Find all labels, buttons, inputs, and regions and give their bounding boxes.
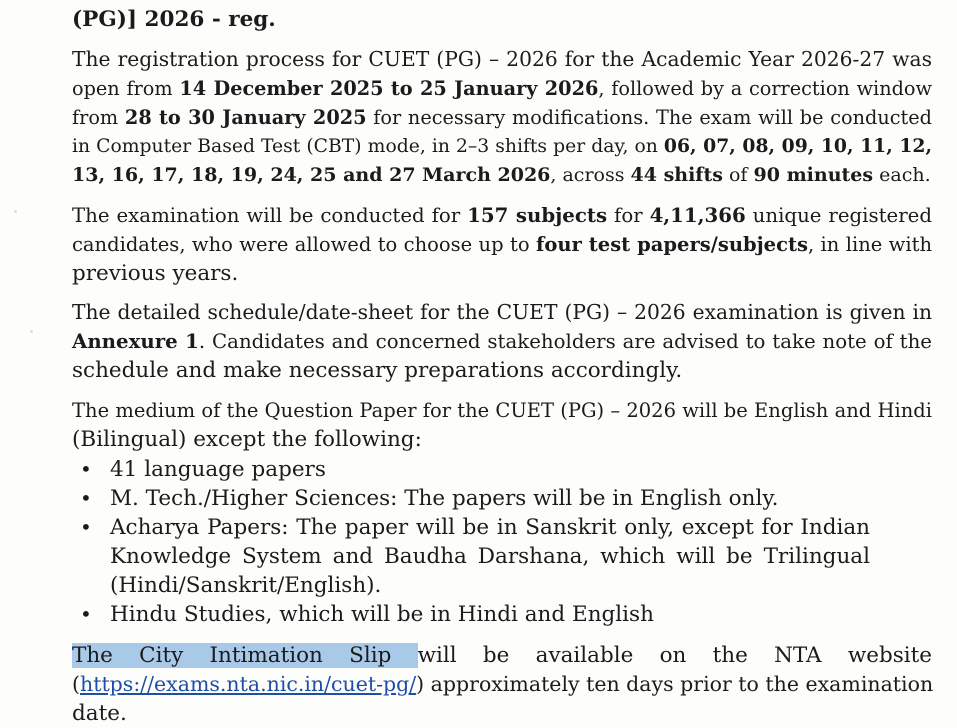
bullet-hindu-studies: Hindu Studies, which will be in Hindi and English [110, 602, 654, 627]
para1-line3: from 28 to 30 January 2025 for necessary modifications. The exam will be conducted [72, 106, 932, 129]
document-heading-fragment: (PG)] 2026 - reg. [72, 7, 276, 32]
scan-speck [30, 330, 33, 333]
para3-line3: schedule and make necessary preparations accordingly. [72, 358, 683, 383]
bullet-mtech: M. Tech./Higher Sciences: The papers will be in English only. [110, 486, 779, 511]
para2-line2: candidates, who were allowed to choose up to four test papers/subjects, in line with [72, 233, 932, 256]
bullet-acharya-line3: (Hindi/Sanskrit/English). [110, 573, 382, 598]
para3-line1: The detailed schedule/date-sheet for the CUET (PG) – 2026 examination is given in [72, 300, 932, 324]
para5-line2: (https://exams.nta.nic.in/cuet-pg/) approximately ten days prior to the examination [72, 672, 934, 696]
bullet-dot: • [80, 602, 92, 626]
para1-line1: The registration process for CUET (PG) – 2026 for the Academic Year 2026-27 was [72, 47, 932, 71]
para5-line3: date. [72, 701, 127, 726]
para3-line2: Annexure 1. Candidates and concerned stakeholders are advised to take note of the [72, 329, 932, 353]
para1-line2: open from 14 December 2025 to 25 January 2026, followed by a correction window [72, 77, 932, 100]
para4-line1: The medium of the Question Paper for the CUET (PG) – 2026 will be English and Hindi [72, 399, 932, 422]
text-highlight: The City Intimation Slip [72, 643, 418, 668]
para1-line5: 13, 16, 17, 18, 19, 24, 25 and 27 March 2026, across 44 shifts of 90 minutes each. [72, 164, 931, 186]
para1-line4: in Computer Based Test (CBT) mode, in 2–3 shifts per day, on 06, 07, 08, 09, 10, 11, 12, [72, 135, 932, 157]
bullet-acharya-line2: Knowledge System and Baudha Darshana, which will be Trilingual [110, 544, 870, 569]
para4-line2: (Bilingual) except the following: [72, 427, 422, 452]
scan-speck [14, 210, 17, 213]
bullet-acharya-line1: Acharya Papers: The paper will be in Sanskrit only, except for Indian [110, 515, 870, 540]
para2-line3: previous years. [72, 261, 239, 286]
para2-line1: The examination will be conducted for 157 subjects for 4,11,366 unique registered [72, 203, 932, 227]
bullet-dot: • [80, 486, 92, 510]
bullet-dot: • [80, 515, 92, 539]
bullet-dot: • [80, 457, 92, 481]
nta-website-link[interactable]: https://exams.nta.nic.in/cuet-pg/ [80, 672, 417, 696]
para5-line1: The City Intimation Slip will be available on the NTA website [72, 643, 932, 668]
bullet-language-papers: 41 language papers [110, 457, 326, 482]
